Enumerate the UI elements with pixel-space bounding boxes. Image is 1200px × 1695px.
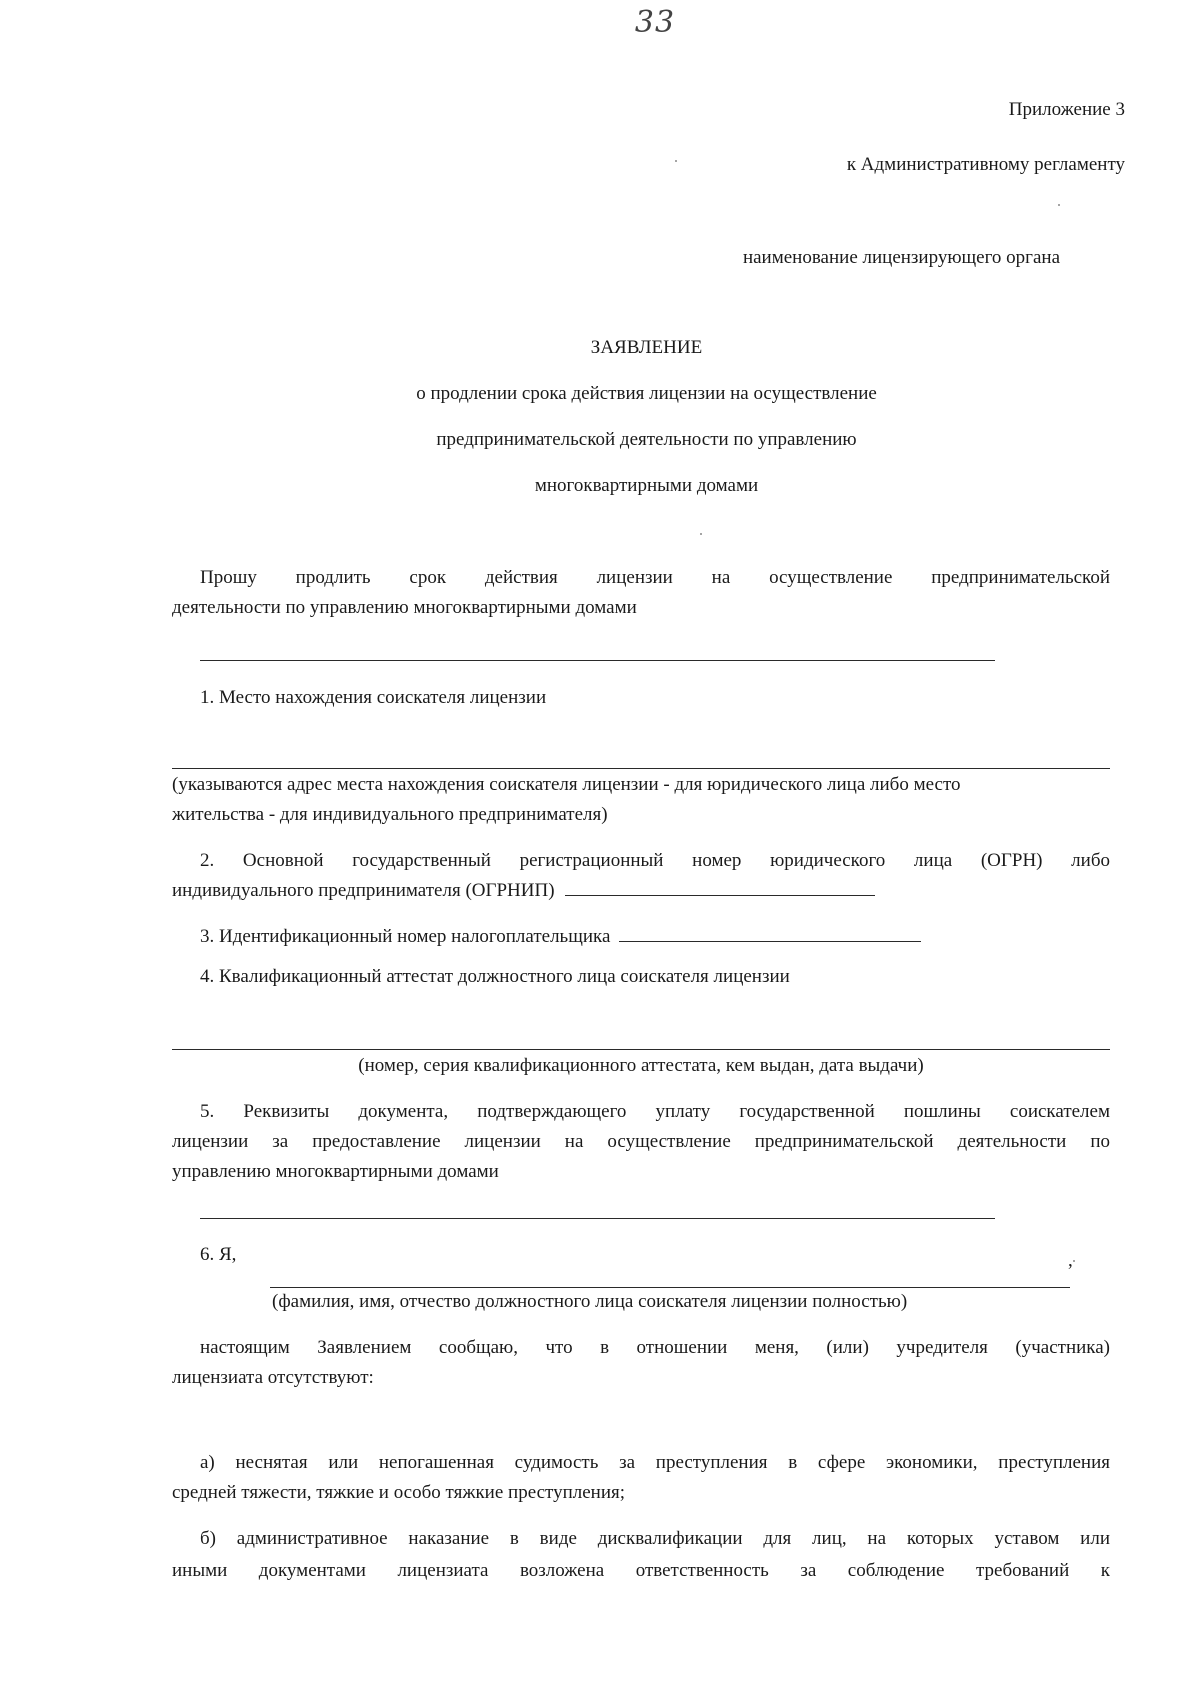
item-3-row — [200, 922, 1110, 952]
item-3-label: 3. Идентификационный номер налогоплательщика — [200, 926, 611, 947]
inn-fill-line[interactable] — [619, 923, 921, 942]
title-line-1: о продлении срока действия лицензии на осуществление — [416, 383, 877, 404]
scan-speck — [1058, 204, 1060, 206]
item-4-hint: (номер, серия квалификационного аттестата, кем выдан, дата выдачи) — [358, 1055, 924, 1076]
item-6-statement-line-2: лицензиата отсутствуют: — [172, 1367, 374, 1388]
item-6-label: 6. Я, — [200, 1244, 237, 1265]
intro-line-2: деятельности по управлению многоквартирными домами — [172, 597, 637, 618]
item-5-line-1: 5. Реквизиты документа, подтверждающего уплату государственной пошлины соискателем — [200, 1101, 1110, 1122]
item-4-fill-line[interactable] — [172, 1049, 1110, 1050]
page-number: 33 — [634, 5, 676, 40]
condition-b-line-1: б) административное наказание в виде дисквалификации для лиц, на которых уставом или — [200, 1528, 1110, 1549]
item-6-hint: (фамилия, имя, отчество должностного лица соискателя лицензии полностью) — [272, 1291, 908, 1312]
intro-line-1: Прошу продлить срок действия лицензии на осуществление предпринимательской — [200, 567, 1110, 588]
item-1-fill-line[interactable] — [172, 768, 1110, 769]
item-2-line-1: 2. Основной государственный регистрационный номер юридического лица (ОГРН) либо — [200, 850, 1110, 871]
item-2-line-2-row — [172, 876, 1110, 906]
item-1-label: 1. Место нахождения соискателя лицензии — [200, 687, 547, 708]
item-2-line-2: индивидуального предпринимателя (ОГРНИП) — [172, 880, 555, 901]
item-5-line-2: лицензии за предоставление лицензии на осуществление предпринимательской деятельности по — [172, 1131, 1110, 1152]
scan-speck — [700, 533, 702, 535]
intro-fill-line[interactable] — [200, 660, 995, 661]
condition-a-line-2: средней тяжести, тяжкие и особо тяжкие преступления; — [172, 1482, 626, 1503]
document-title: ЗАЯВЛЕНИЕ — [590, 337, 703, 358]
item-5-line-3: управлению многоквартирными домами — [172, 1161, 499, 1182]
item-1-hint-line-1: (указываются адрес места нахождения соискателя лицензии - для юридического лица либо место — [172, 774, 961, 795]
condition-a-line-1: а) неснятая или непогашенная судимость за преступления в сфере экономики, преступления — [200, 1452, 1110, 1473]
item-1-hint-line-2: жительства - для индивидуального предпринимателя) — [172, 804, 608, 825]
item-6-statement-line-1: настоящим Заявлением сообщаю, что в отношении меня, (или) учредителя (участника) — [200, 1337, 1110, 1358]
item-5-fill-line[interactable] — [200, 1218, 995, 1219]
authority-name-label: наименование лицензирующего органа — [742, 247, 1060, 268]
appendix-label: Приложение 3 — [1008, 99, 1125, 120]
item-6-comma: , — [1068, 1250, 1073, 1271]
scan-speck — [1073, 1260, 1075, 1262]
ogrn-fill-line[interactable] — [565, 877, 875, 896]
title-line-3: многоквартирными домами — [534, 475, 759, 496]
scan-speck — [675, 160, 677, 162]
title-line-2: предпринимательской деятельности по управлению — [436, 429, 857, 450]
regulation-label: к Административному регламенту — [846, 154, 1125, 175]
item-4-label: 4. Квалификационный аттестат должностного лица соискателя лицензии — [200, 966, 790, 987]
condition-b-line-2: иными документами лицензиата возложена ответственность за соблюдение требований к — [172, 1560, 1110, 1581]
